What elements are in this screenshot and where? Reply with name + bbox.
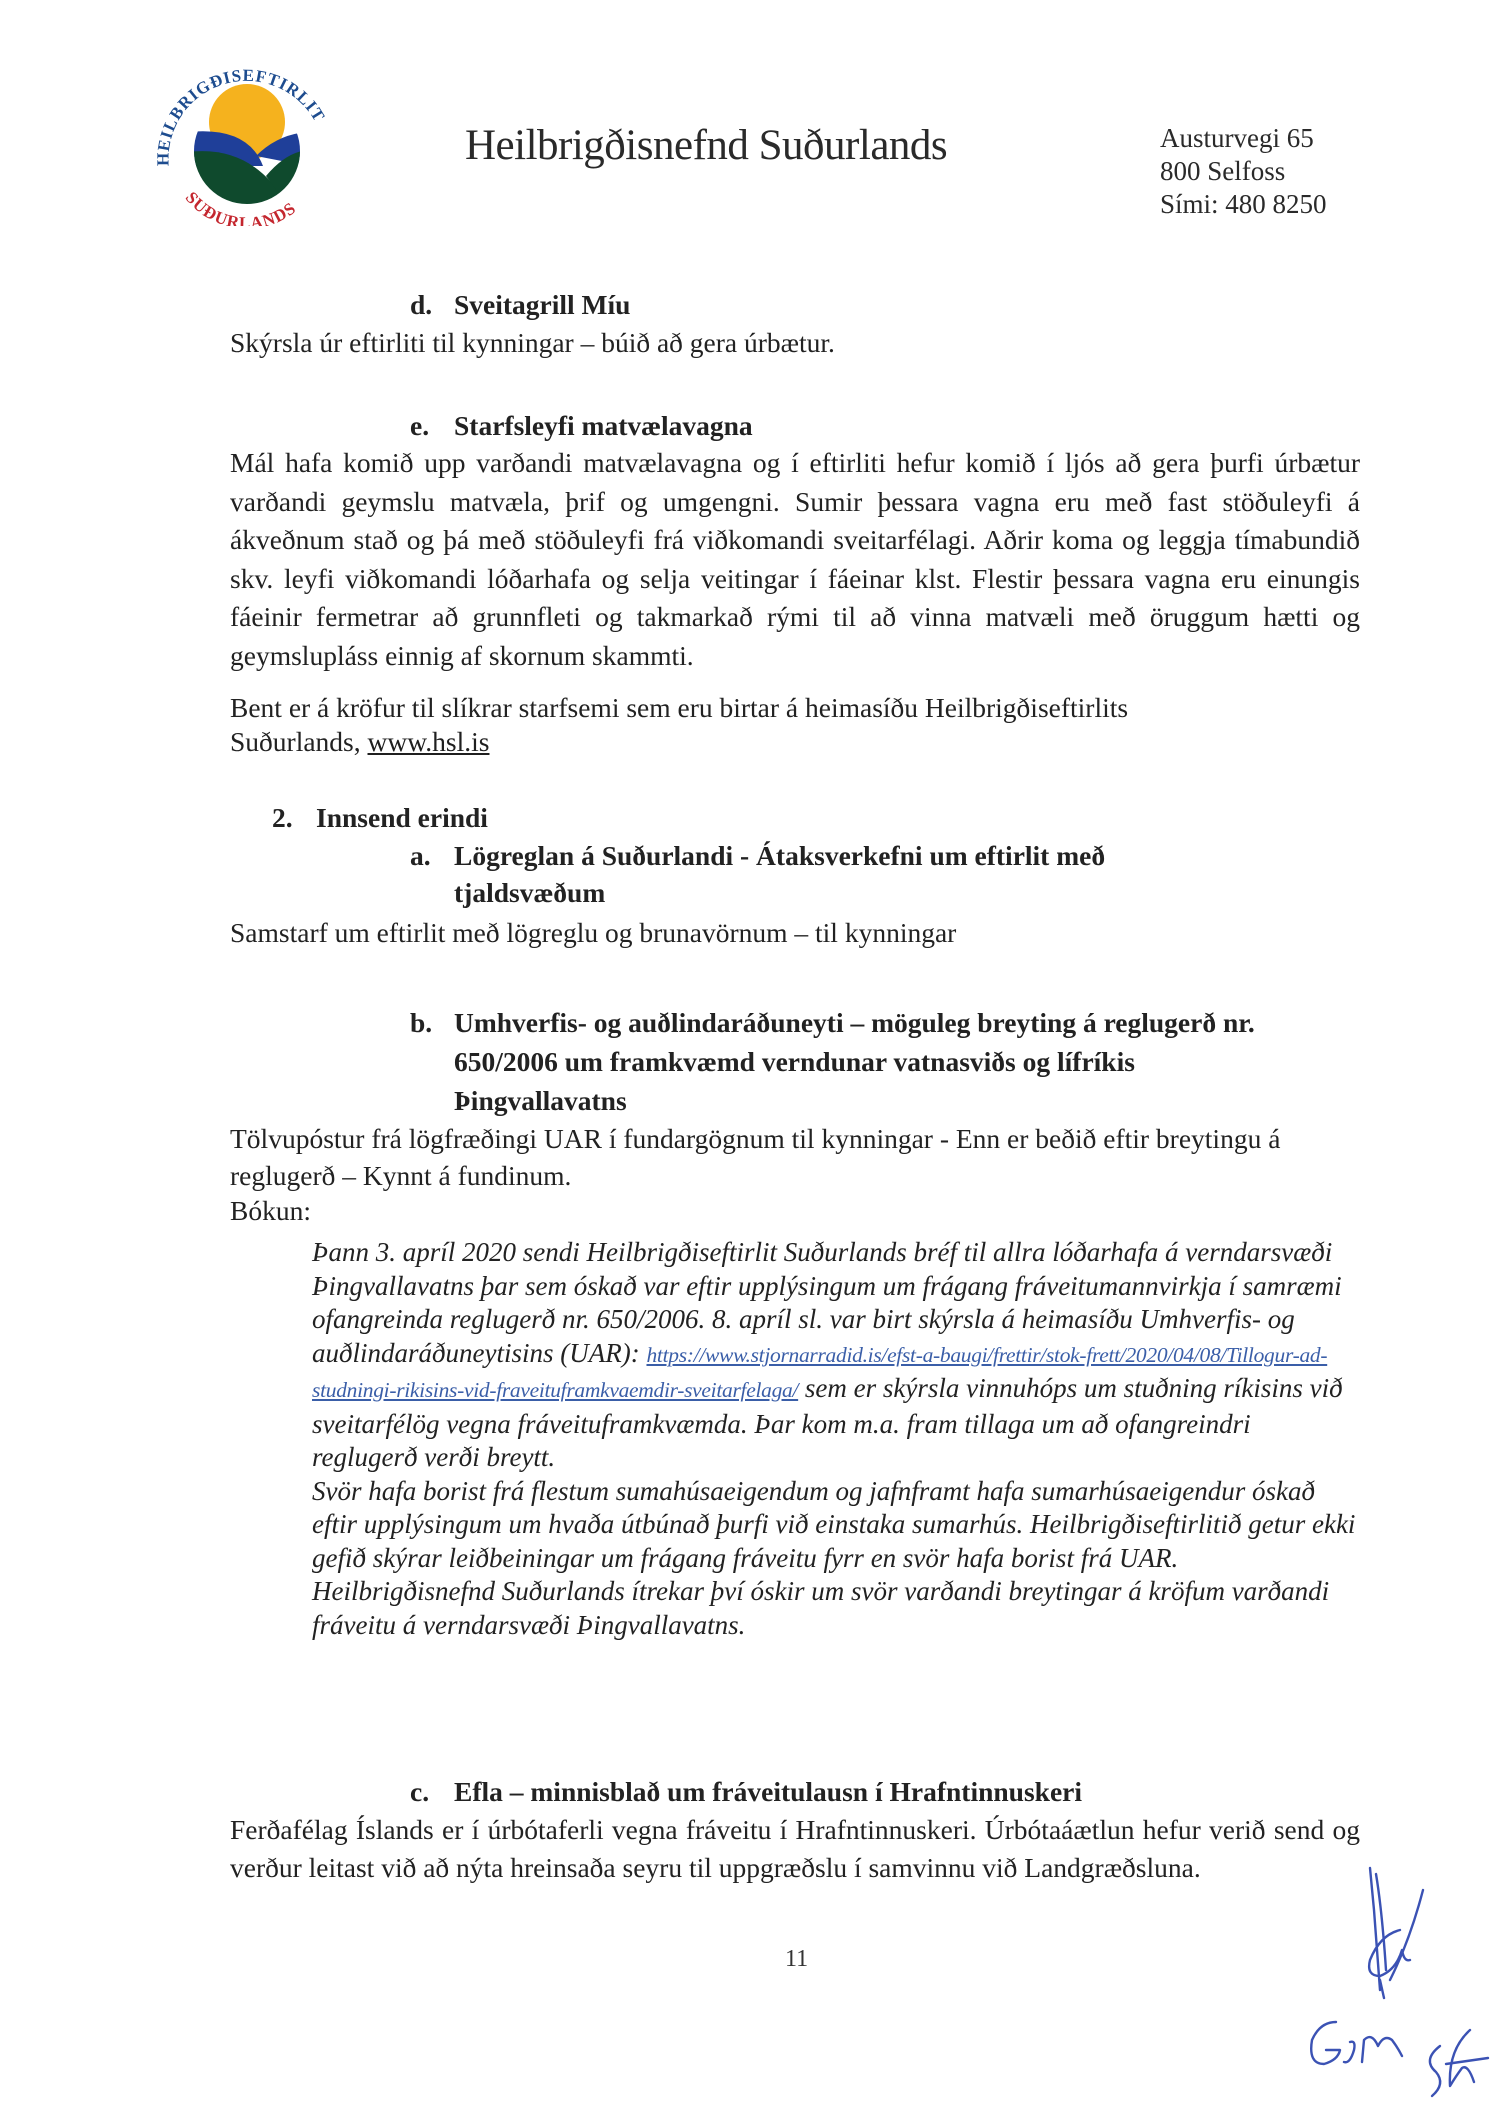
section-d-title: Sveitagrill Míu [454, 289, 631, 320]
address-city: 800 Selfoss [1160, 156, 1286, 186]
organization-title: Heilbrigðisnefnd Suðurlands [465, 122, 948, 169]
section-2c-marker: c. [410, 1776, 430, 1807]
address-block [1160, 122, 1327, 221]
section-e-title: Starfsleyfi matvælavagna [454, 410, 753, 441]
section-2b-body: Tölvupóstur frá lögfræðingi UAR í fundargögnum til kynningar - Enn er beðið eftir breytingu á reglugerð – Kynnt á fundinum. [230, 1123, 1281, 1191]
section-2-heading [272, 799, 488, 836]
bokun-label: Bókun: [230, 1195, 311, 1226]
section-2c-body: Ferðafélag Íslands er í úrbótaferli vegna fráveitu í Hrafntinnuskeri. Úrbótaáætlun hefur verið send og verður leitast við að nýta hreinsaða seyru til uppgræðslu í samvinnu við Landgræðsluna. [230, 1814, 1360, 1883]
address-phone: Sími: 480 8250 [1160, 189, 1327, 219]
section-2b-heading [410, 1003, 1370, 1120]
section-2b-title-line1: Umhverfis- og auðlindaráðuneyti – möguleg breyting á reglugerð nr. [454, 1007, 1255, 1038]
stjornarradid-report-link[interactable]: https://www.stjornarradid.is/efst-a-baugi/frettir/stok-frett/2020/04/08/Tillogur-ad-studningi-rikisins-vid-fraveituframkvaemdir-sveitarfelaga/ [312, 1342, 1328, 1402]
logo-ring-top-text: HEILBRIGÐISEFTIRLIT [153, 65, 329, 167]
logo-ring-bottom-text: SUÐURLANDS [181, 187, 300, 226]
section-e-marker: e. [410, 410, 430, 441]
bokun-paragraph-2: Svör hafa borist frá flestum sumahúsaeigendum og jafnframt hafa sumarhúsaeigendur óskað eftir upplýsingum um hvaða útbúnað þurfi við einstaka sumarhús. Heilbrigðiseftirlitið getur ekki gefið skýrar leiðbeiningar um frágang fráveitu fyrr en svör hafa borist frá UAR. [312, 1475, 1356, 1573]
section-2c-title: Efla – minnisblað um fráveitulausn í Hrafntinnuskeri [454, 1776, 1083, 1807]
bokun-paragraph-1: Þann 3. apríl 2020 sendi Heilbrigðiseftirlit Suðurlands bréf til allra lóðarhafa á verndarsvæði Þingvallavatns þar sem óskað var eftir upplýsingum um frágang fráveitumannvirkja í samræmi ofangreinda reglugerð nr. 650/2006. 8. apríl sl. var birt skýrsla á heimasíðu Umhverfis- og auðlindaráðuneytisins (UAR): https://www.stjornarradid.is/efst-a-baugi/frettir/stok-frett/2020/04/08/Tillogur-ad-studningi-rikisins-vid-fraveituframkvaemdir-sveitarfelaga/ sem er skýrsla vinnuhóps um stuðning ríkisins við sveitarfélög vegna fráveituframkvæmda. Þar kom m.a. fram tillaga um að ofangreindri reglugerð verði breytt. [312, 1237, 1343, 1472]
section-2b-title-line2: 650/2006 um framkvæmd verndunar vatnasviðs og lífríkis [454, 1046, 1135, 1077]
section-2b-title-line3: Þingvallavatns [454, 1085, 627, 1116]
section-2-marker: 2. [272, 802, 293, 833]
section-2a-title-line2: tjaldsvæðum [454, 877, 606, 908]
section-d-marker: d. [410, 289, 433, 320]
section-2-title: Innsend erindi [316, 802, 488, 833]
section-e-note-text: Bent er á kröfur til slíkrar starfsemi sem eru birtar á heimasíðu Heilbrigðiseftirlits Suðurlands, [230, 692, 1129, 757]
health-inspectorate-logo-icon [138, 56, 356, 226]
hsl-website-link[interactable]: www.hsl.is [367, 725, 490, 757]
section-2a-marker: a. [410, 840, 431, 871]
handwritten-initials [1290, 1850, 1500, 2122]
section-2c-heading [410, 1773, 1082, 1810]
section-d-heading [410, 286, 630, 323]
bokun-block [312, 1236, 1362, 1642]
bokun-paragraph-3: Heilbrigðisnefnd Suðurlands ítrekar því óskir um svör varðandi breytingar á kröfum varðandi fráveitu á verndarsvæði Þingvallavatns. [312, 1576, 1330, 1640]
section-2b-marker: b. [410, 1007, 433, 1038]
address-street: Austurvegi 65 [1160, 123, 1314, 153]
section-2a-body: Samstarf um eftirlit með lögreglu og brunavörnum – til kynningar [230, 917, 957, 948]
organization-logo [138, 56, 356, 226]
section-e-body: Mál hafa komið upp varðandi matvælavagna og í eftirliti hefur komið í ljós að gera þurfi úrbætur varðandi geymslu matvæla, þrif og umgengni. Sumir þessara vagna eru með fast stöðuleyfi á ákveðnum stað og þá með stöðuleyfi frá viðkomandi sveitarfélagi. Aðrir koma og leggja tímabundið skv. leyfi viðkomandi lóðarhafa og selja veitingar í fáeinar klst. Flestir þessara vagna eru einungis fáeinir fermetrar að grunnfleti og takmarkað rými til að vinna matvæli með öruggum hætti og geymslupláss einnig af skornum skammti. [230, 447, 1360, 671]
section-2a-title-line1: Lögreglan á Suðurlandi - Átaksverkefni um eftirlit með [454, 840, 1106, 871]
signature-icon [1290, 1850, 1500, 2122]
page-number: 11 [785, 1946, 809, 1972]
section-2a-heading [410, 837, 1370, 911]
section-d-body: Skýrsla úr eftirliti til kynningar – búið að gera úrbætur. [230, 327, 835, 358]
section-e-note [230, 691, 1240, 758]
section-e-heading [410, 407, 753, 444]
